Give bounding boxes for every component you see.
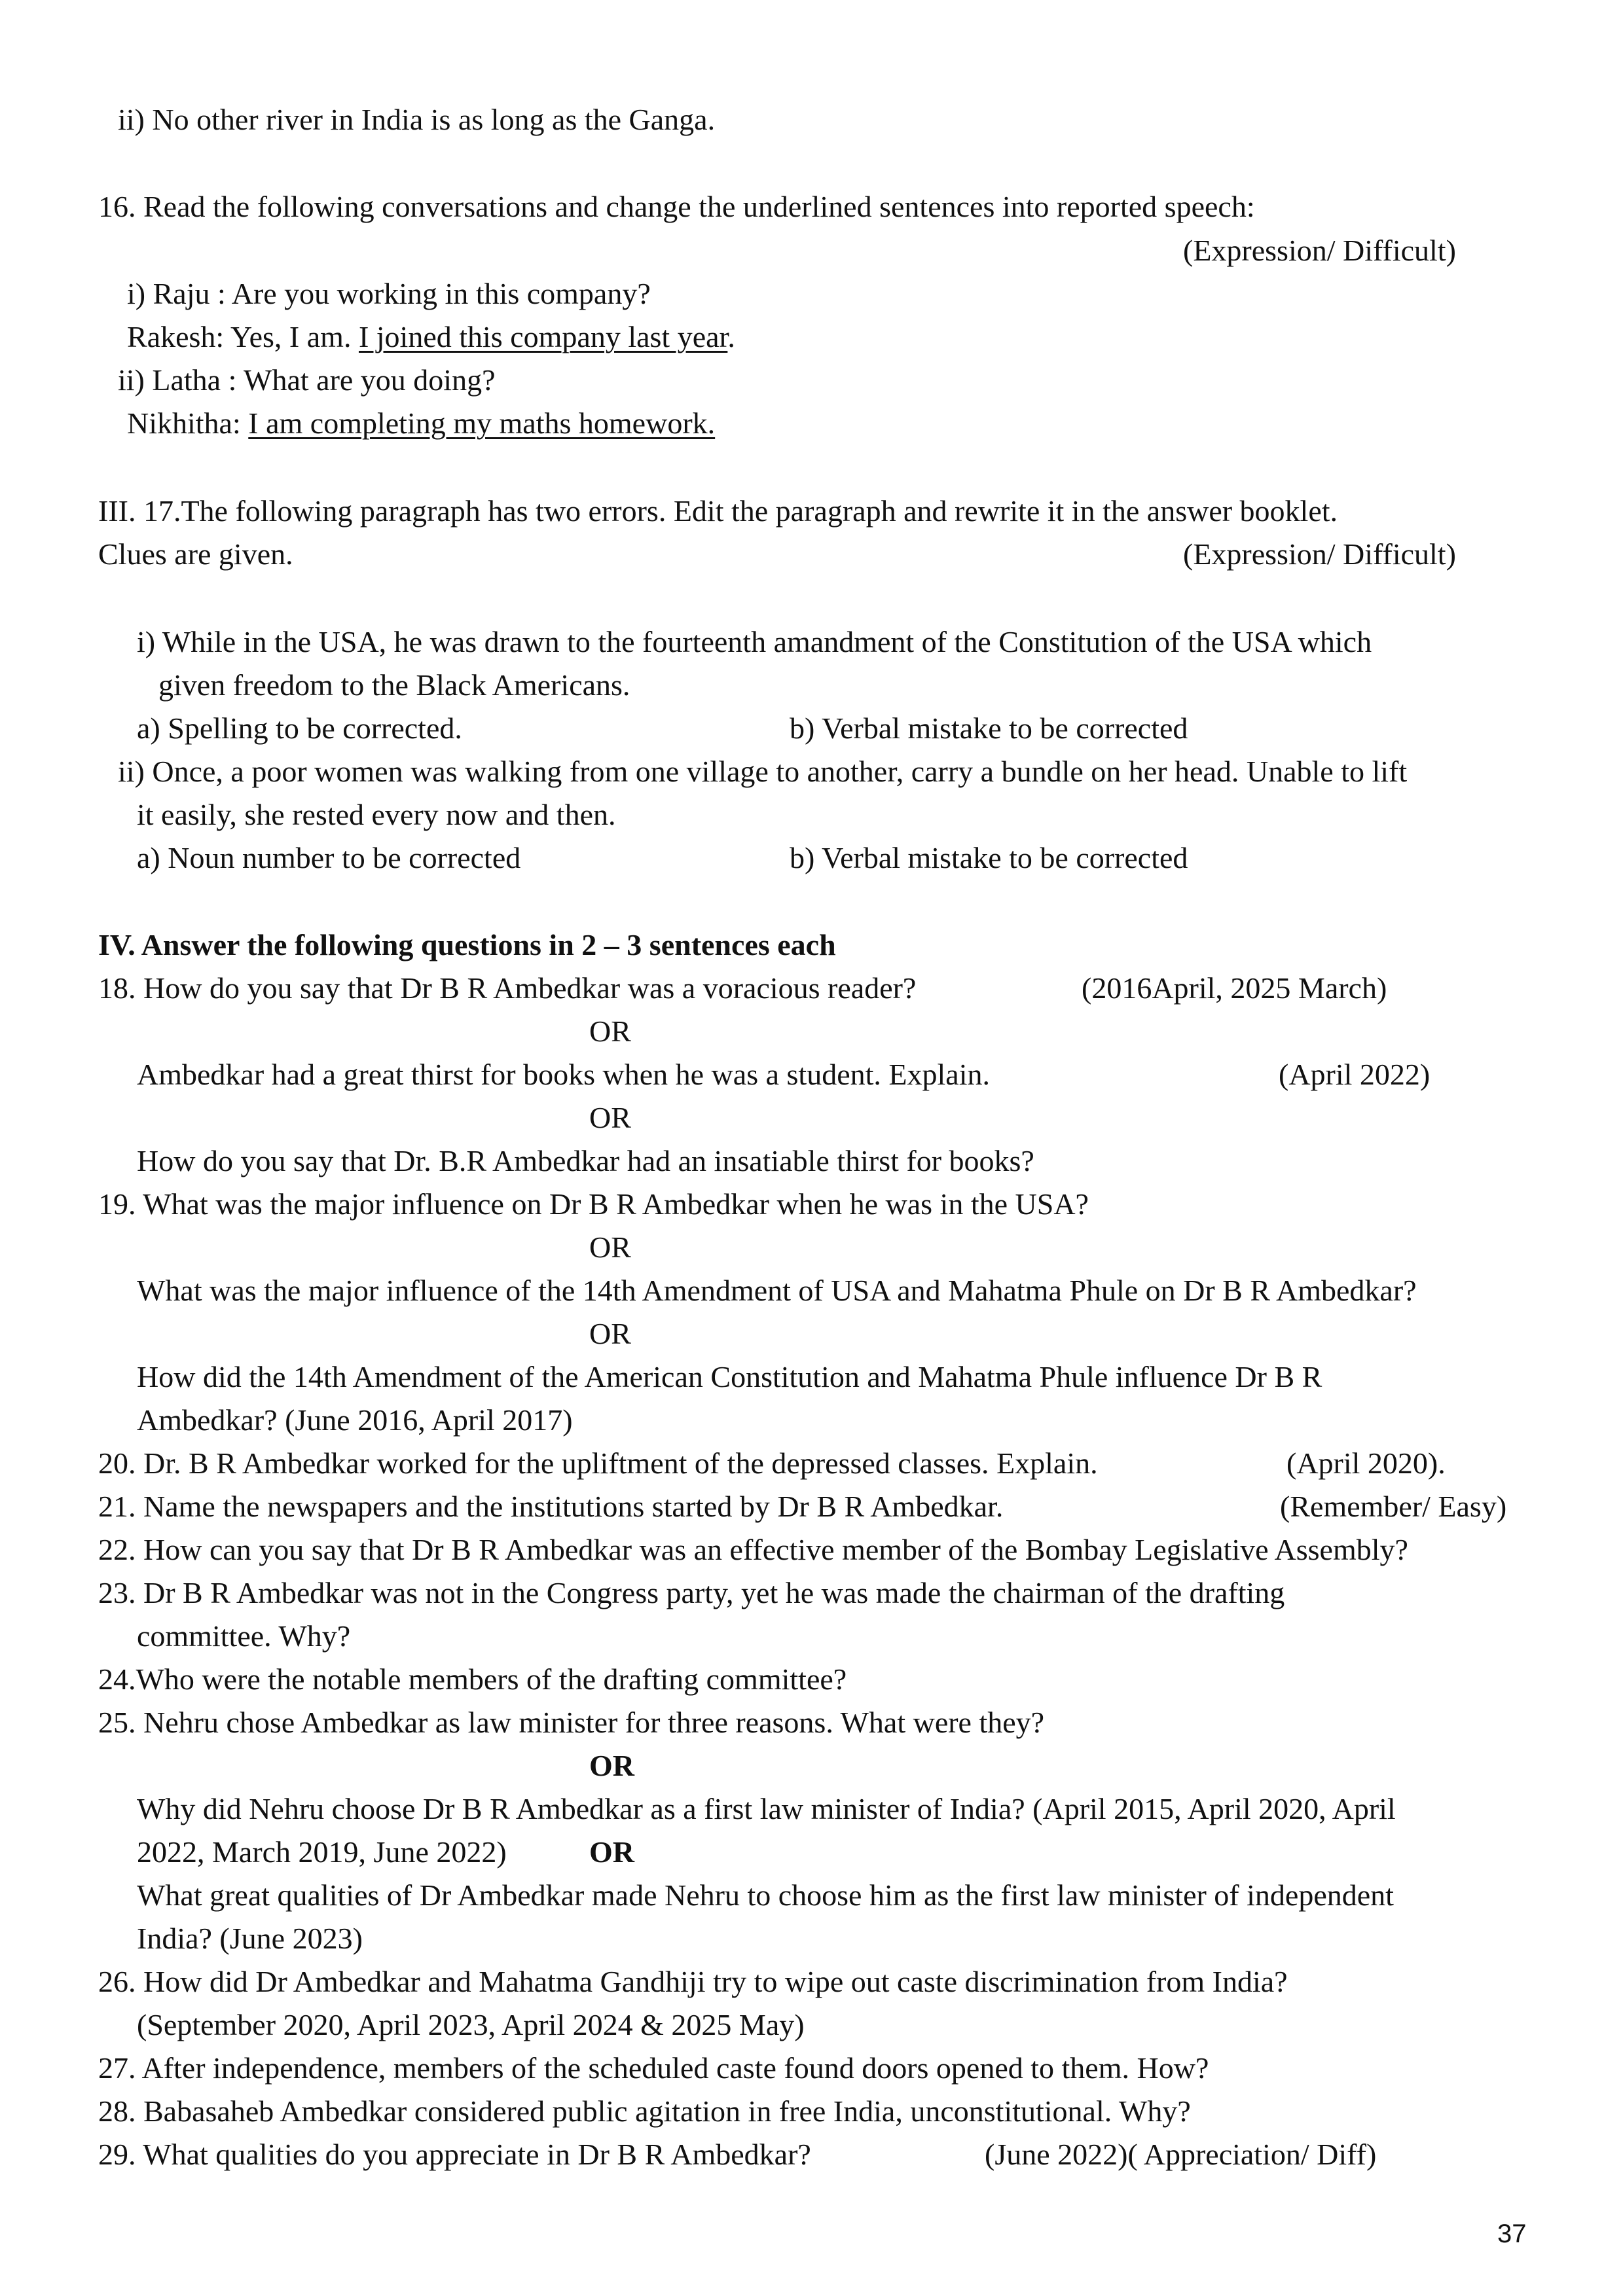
- question-19-a: 19. What was the major influence on Dr B R Ambedkar when he was in the USA?: [98, 1187, 1089, 1221]
- question-19-b: What was the major influence of the 14th Amendment of USA and Mahatma Phule on Dr B R Ambedkar?: [137, 1274, 1417, 1307]
- section-4-heading: IV. Answer the following questions in 2 – 3 sentences each: [98, 928, 836, 961]
- dialogue-2-plain: Nikhitha:: [127, 406, 249, 440]
- question-17-tag: (Expression/ Difficult): [1183, 537, 1456, 571]
- or-separator-bold: OR: [589, 1749, 634, 1782]
- question-21: 21. Name the newspapers and the institutions started by Dr B R Ambedkar.: [98, 1490, 1004, 1523]
- question-17-line-1: III. 17.The following paragraph has two errors. Edit the paragraph and rewrite it in the answer booklet.: [98, 494, 1338, 528]
- dialogue-1-line-1: i) Raju : Are you working in this company?: [127, 277, 651, 310]
- paragraph-1-line-1: i) While in the USA, he was drawn to the fourteenth amandment of the Constitution of the USA which: [137, 625, 1372, 658]
- or-separator: OR: [589, 1317, 631, 1350]
- dialogue-2-underlined-sentence: I am completing my maths homework.: [248, 406, 716, 440]
- question-18-b-tag: (April 2022): [1279, 1058, 1431, 1091]
- dialogue-2-line-2: [127, 408, 715, 439]
- question-25-b-line-2: 2022, March 2019, June 2022): [137, 1835, 507, 1869]
- question-23-line-2: committee. Why?: [137, 1619, 351, 1653]
- dialogue-1-period: .: [727, 320, 735, 353]
- or-separator: OR: [589, 1014, 631, 1048]
- question-19-c-line-1: How did the 14th Amendment of the American Constitution and Mahatma Phule influence Dr B R: [137, 1360, 1322, 1393]
- question-25-b-line-1: Why did Nehru choose Dr B R Ambedkar as a first law minister of India? (April 2015, April 2020, April: [137, 1792, 1396, 1825]
- question-21-tag: (Remember/ Easy): [1280, 1490, 1507, 1523]
- question-18-b: Ambedkar had a great thirst for books when he was a student. Explain.: [137, 1058, 990, 1091]
- question-19-c-line-2: Ambedkar? (June 2016, April 2017): [137, 1403, 573, 1437]
- question-28: 28. Babasaheb Ambedkar considered public agitation in free India, unconstitutional. Why?: [98, 2094, 1191, 2128]
- question-20-tag: (April 2020).: [1286, 1446, 1446, 1480]
- question-29: 29. What qualities do you appreciate in Dr B R Ambedkar?: [98, 2138, 811, 2171]
- question-25-c-line-1: What great qualities of Dr Ambedkar made Nehru to choose him as the first law minister of independent: [137, 1878, 1394, 1912]
- paragraph-1-clue-a: a) Spelling to be corrected.: [137, 711, 462, 745]
- paragraph-2-clue-a: a) Noun number to be corrected: [137, 841, 521, 874]
- paragraph-2-line-2: it easily, she rested every now and then.: [137, 798, 616, 831]
- question-17-line-2: Clues are given.: [98, 537, 293, 571]
- question-22: 22. How can you say that Dr B R Ambedkar was an effective member of the Bombay Legislative Assembly?: [98, 1533, 1408, 1566]
- question-26-line-1: 26. How did Dr Ambedkar and Mahatma Gandhiji try to wipe out caste discrimination from India?: [98, 1965, 1288, 1998]
- question-25-a: 25. Nehru chose Ambedkar as law minister for three reasons. What were they?: [98, 1706, 1045, 1739]
- dialogue-1-line-2: [127, 322, 735, 352]
- question-18-a: 18. How do you say that Dr B R Ambedkar was a voracious reader?: [98, 971, 917, 1005]
- question-23-line-1: 23. Dr B R Ambedkar was not in the Congress party, yet he was made the chairman of the drafting: [98, 1576, 1285, 1609]
- question-18-c: How do you say that Dr. B.R Ambedkar had an insatiable thirst for books?: [137, 1144, 1034, 1177]
- or-separator-bold: OR: [589, 1835, 634, 1869]
- page-number: 37: [1497, 2219, 1527, 2248]
- question-16-tag: (Expression/ Difficult): [1183, 234, 1456, 267]
- question-29-tag: (June 2022)( Appreciation/ Diff): [985, 2138, 1377, 2171]
- question-16-text: 16. Read the following conversations and change the underlined sentences into reported speech:: [98, 190, 1255, 223]
- paragraph-1-line-2: given freedom to the Black Americans.: [158, 668, 630, 702]
- question-27: 27. After independence, members of the scheduled caste found doors opened to them. How?: [98, 2051, 1209, 2085]
- question-25-c-line-2: India? (June 2023): [137, 1922, 363, 1955]
- dialogue-1-underlined-sentence: I joined this company last year: [358, 320, 728, 353]
- paragraph-2-line-1: ii) Once, a poor women was walking from one village to another, carry a bundle on her head. Unable to lift: [118, 755, 1408, 788]
- question-18-a-tag: (2016April, 2025 March): [1082, 971, 1387, 1005]
- paragraph-1-clue-b: b) Verbal mistake to be corrected: [790, 711, 1188, 745]
- paragraph-2-clue-b: b) Verbal mistake to be corrected: [790, 841, 1188, 874]
- question-26-line-2: (September 2020, April 2023, April 2024 & 2025 May): [137, 2008, 805, 2041]
- question-15-item-ii: ii) No other river in India is as long as the Ganga.: [118, 103, 716, 136]
- question-24: 24.Who were the notable members of the drafting committee?: [98, 1662, 847, 1696]
- question-20: 20. Dr. B R Ambedkar worked for the upliftment of the depressed classes. Explain.: [98, 1446, 1098, 1480]
- dialogue-2-line-1: ii) Latha : What are you doing?: [118, 363, 496, 397]
- dialogue-1-plain: Rakesh: Yes, I am.: [127, 320, 359, 353]
- or-separator: OR: [589, 1230, 631, 1264]
- or-separator: OR: [589, 1101, 631, 1134]
